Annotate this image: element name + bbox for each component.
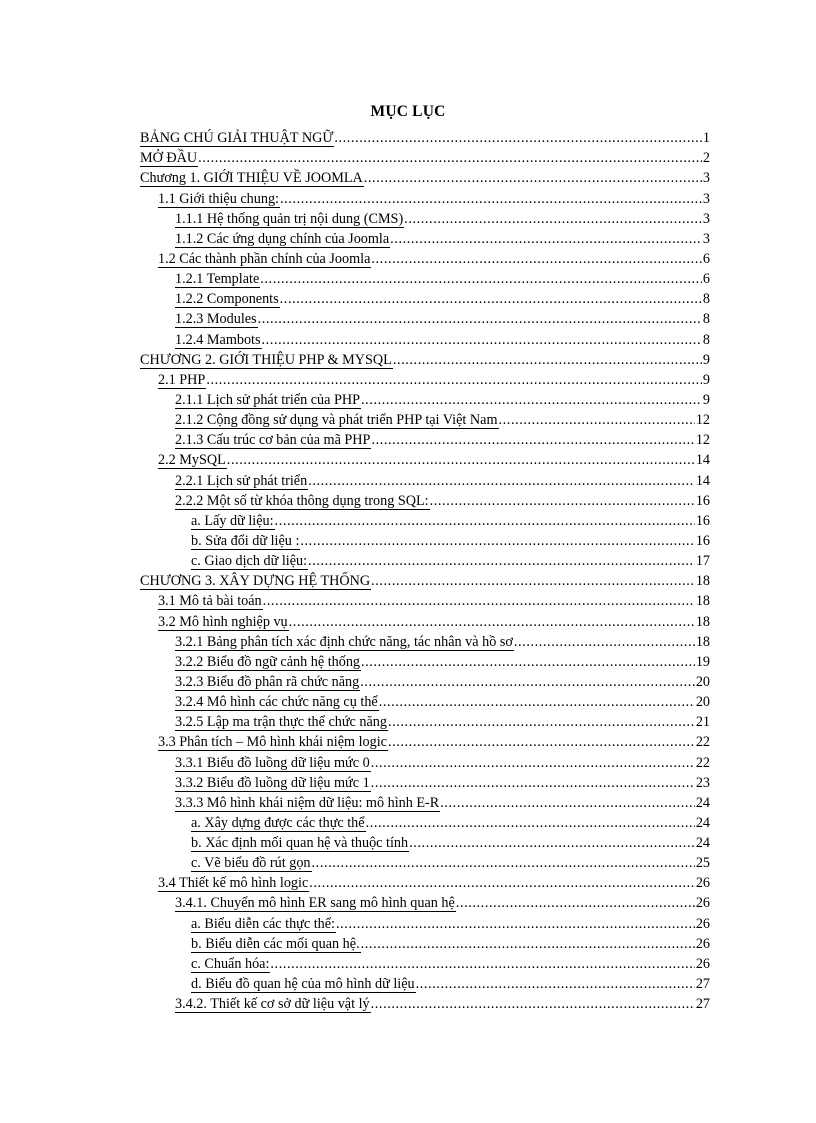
toc-entry-label: CHƯƠNG 3. XÂY DỰNG HỆ THỐNG (140, 573, 371, 590)
toc-entry-page-number: 12 (695, 412, 710, 429)
toc-entry-label: 1.1.2 Các ứng dụng chính của Joomla (175, 230, 390, 247)
toc-dot-leader (409, 834, 695, 852)
toc-entry[interactable] (0, 570, 816, 590)
toc-entry-page-number: 19 (695, 653, 710, 670)
toc-entry-page-number: 26 (695, 935, 710, 952)
toc-entry[interactable] (0, 389, 816, 409)
toc-entry-page-number: 3 (702, 210, 710, 227)
toc-entry-page-number: 14 (695, 472, 710, 489)
toc-entry-label: 3.1 Mô tả bài toán (158, 593, 262, 610)
toc-entry[interactable] (0, 711, 816, 731)
toc-dot-leader (371, 250, 702, 268)
toc-entry-label: 1.2.4 Mambots (175, 331, 261, 348)
toc-entry-label: Chương 1. GIỚI THIỆU VỀ JOOMLA (140, 170, 363, 187)
toc-dot-leader (334, 129, 702, 147)
toc-entry-page-number: 3 (702, 170, 710, 187)
toc-entry-label: CHƯƠNG 2. GIỚI THIỆU PHP & MYSQL (140, 351, 392, 368)
toc-dot-leader (390, 230, 702, 248)
toc-dot-leader (371, 754, 695, 772)
toc-dot-leader (280, 190, 702, 208)
toc-entry-label: 3.2.3 Biểu đồ phân rã chức năng (175, 673, 360, 690)
toc-entry[interactable] (0, 772, 816, 792)
toc-entry[interactable] (0, 288, 816, 308)
toc-dot-leader (430, 492, 695, 510)
toc-entry-page-number: 8 (702, 291, 710, 308)
toc-entry[interactable] (0, 349, 816, 369)
toc-entry-page-number: 16 (695, 532, 710, 549)
toc-dot-leader (206, 371, 702, 389)
toc-entry[interactable] (0, 187, 816, 207)
toc-entry-label: 3.2.4 Mô hình các chức năng cụ thể (175, 694, 378, 711)
toc-dot-leader (360, 673, 695, 691)
toc-entry-page-number: 24 (695, 814, 710, 831)
toc-entry[interactable] (0, 892, 816, 912)
toc-entry-page-number: 3 (702, 230, 710, 247)
toc-entry[interactable] (0, 610, 816, 630)
toc-entry-label: c. Vẽ biểu đồ rút gọn (191, 855, 311, 872)
toc-entry[interactable] (0, 550, 816, 570)
toc-dot-leader (364, 169, 702, 187)
toc-entry-page-number: 3 (702, 190, 710, 207)
toc-entry[interactable] (0, 409, 816, 429)
toc-entry[interactable] (0, 308, 816, 328)
toc-entry-label: 3.3.1 Biểu đồ luồng dữ liệu mức 0 (175, 754, 370, 771)
toc-entry-label: 2.2 MySQL (158, 452, 226, 469)
toc-entry-page-number: 26 (695, 955, 710, 972)
toc-dot-leader (456, 894, 695, 912)
toc-entry[interactable] (0, 792, 816, 812)
toc-entry[interactable] (0, 590, 816, 610)
toc-entry[interactable] (0, 671, 816, 691)
toc-entry-page-number: 2 (702, 150, 710, 167)
toc-dot-leader (366, 814, 695, 832)
toc-entry-page-number: 23 (695, 774, 710, 791)
toc-entry-label: 2.2.1 Lịch sử phát triển (175, 472, 308, 489)
toc-entry-underline (175, 1012, 371, 1013)
toc-entry-label: b. Sửa đổi dữ liệu : (191, 532, 300, 549)
toc-entry-label: 3.2.2 Biểu đồ ngữ cảnh hệ thống (175, 653, 361, 670)
toc-entry-page-number: 26 (695, 895, 710, 912)
toc-dot-leader (371, 774, 695, 792)
toc-entry-page-number: 8 (702, 331, 710, 348)
toc-entry[interactable] (0, 167, 816, 187)
toc-entry-label: 2.1.3 Cấu trúc cơ bản của mã PHP (175, 432, 371, 449)
toc-entry-page-number: 16 (695, 492, 710, 509)
toc-entry[interactable] (0, 872, 816, 892)
toc-entry-label: b. Xác định mối quan hệ và thuộc tính (191, 835, 409, 852)
toc-dot-leader (379, 693, 695, 711)
toc-dot-leader (258, 310, 702, 328)
toc-dot-leader (289, 613, 695, 631)
toc-dot-leader (361, 935, 695, 953)
toc-dot-leader (227, 451, 695, 469)
toc-entry[interactable] (0, 751, 816, 771)
toc-dot-leader (388, 733, 695, 751)
toc-entry[interactable] (0, 953, 816, 973)
toc-entry-label: a. Lấy dữ liệu: (191, 512, 274, 529)
toc-entry-label: 3.2.1 Bảng phân tích xác định chức năng, tác nhân và hồ sơ (175, 633, 513, 650)
toc-entry-label: a. Biểu diễn các thực thể: (191, 915, 335, 932)
toc-dot-leader (308, 552, 695, 570)
toc-dot-leader (260, 270, 702, 288)
toc-entry[interactable] (0, 530, 816, 550)
toc-entry-page-number: 26 (695, 875, 710, 892)
toc-entry-label: 1.2.1 Template (175, 271, 260, 288)
toc-entry-label: 2.2.2 Một số từ khóa thông dụng trong SQL: (175, 492, 429, 509)
toc-entry[interactable] (0, 993, 816, 1013)
toc-entry-page-number: 18 (695, 593, 710, 610)
toc-entry-page-number: 18 (695, 573, 710, 590)
toc-dot-leader (371, 431, 694, 449)
toc-entry-page-number: 26 (695, 915, 710, 932)
toc-entry[interactable] (0, 631, 816, 651)
toc-dot-leader (198, 149, 702, 167)
toc-entry-page-number: 6 (702, 271, 710, 288)
toc-entry-label: d. Biểu đồ quan hệ của mô hình dữ liệu (191, 976, 415, 993)
toc-dot-leader (312, 854, 695, 872)
toc-dot-leader (300, 532, 694, 550)
toc-entry[interactable] (0, 208, 816, 228)
toc-entry[interactable] (0, 912, 816, 932)
toc-entry-page-number: 17 (695, 553, 710, 570)
toc-entry-page-number: 14 (695, 452, 710, 469)
toc-entry[interactable] (0, 469, 816, 489)
toc-entry-label: BẢNG CHÚ GIẢI THUẬT NGỮ (140, 130, 334, 147)
toc-entry[interactable] (0, 248, 816, 268)
toc-entry-label: 3.2.5 Lập ma trận thực thể chức năng (175, 714, 387, 731)
toc-entry-label: 3.4.1. Chuyển mô hình ER sang mô hình quan hệ (175, 895, 455, 912)
toc-entry-page-number: 9 (702, 371, 710, 388)
toc-entry-label: 1.2 Các thành phần chính của Joomla (158, 250, 371, 267)
toc-entry-label: 3.4 Thiết kế mô hình logic (158, 875, 309, 892)
toc-dot-leader (361, 391, 702, 409)
toc-title: MỤC LỤC (370, 103, 446, 120)
toc-dot-leader (270, 955, 694, 973)
toc-entry-label: 3.3 Phân tích – Mô hình khái niệm logic (158, 734, 387, 751)
toc-entry[interactable] (0, 268, 816, 288)
toc-entry-page-number: 22 (695, 734, 710, 751)
toc-entry-label: 2.1 PHP (158, 371, 206, 388)
toc-entry[interactable] (0, 691, 816, 711)
toc-entry[interactable] (0, 731, 816, 751)
toc-entry-page-number: 20 (695, 694, 710, 711)
toc-entry-label: c. Giao dịch dữ liệu: (191, 553, 308, 570)
toc-dot-leader (309, 874, 695, 892)
toc-entry-label: a. Xây dựng được các thực thể (191, 814, 365, 831)
toc-entry-label: 3.4.2. Thiết kế cơ sở dữ liệu vật lý (175, 996, 370, 1013)
toc-entry[interactable] (0, 933, 816, 953)
toc-dot-leader (416, 975, 695, 993)
toc-entry[interactable] (0, 490, 816, 510)
toc-entry-page-number: 8 (702, 311, 710, 328)
toc-entry-page-number: 9 (702, 351, 710, 368)
toc-entry-label: 1.2.3 Modules (175, 311, 257, 328)
toc-entry[interactable] (0, 369, 816, 389)
toc-dot-leader (440, 794, 695, 812)
toc-dot-leader (308, 472, 695, 490)
toc-entry[interactable] (0, 852, 816, 872)
toc-entry-label: 3.3.3 Mô hình khái niệm dữ liệu: mô hình E-R (175, 794, 440, 811)
toc-entry-label: 1.1.1 Hệ thống quản trị nội dung (CMS) (175, 210, 404, 227)
toc-entry[interactable] (0, 228, 816, 248)
toc-entry-label: 2.1.1 Lịch sử phát triển của PHP (175, 391, 361, 408)
toc-entry-label: 3.3.2 Biểu đồ luồng dữ liệu mức 1 (175, 774, 370, 791)
toc-entry-page-number: 18 (695, 613, 710, 630)
toc-entry[interactable] (0, 449, 816, 469)
toc-dot-leader (336, 915, 695, 933)
toc-entry-page-number: 22 (695, 754, 710, 771)
toc-entry-page-number: 16 (695, 512, 710, 529)
table-of-contents (0, 127, 816, 1013)
toc-entry[interactable] (0, 973, 816, 993)
toc-entry[interactable] (0, 127, 816, 147)
toc-entry[interactable] (0, 429, 816, 449)
toc-dot-leader (514, 633, 695, 651)
toc-entry-label: 1.2.2 Components (175, 291, 279, 308)
toc-entry-page-number: 18 (695, 633, 710, 650)
toc-entry-page-number: 25 (695, 855, 710, 872)
toc-dot-leader (280, 290, 702, 308)
toc-dot-leader (275, 512, 695, 530)
toc-entry-page-number: 27 (695, 976, 710, 993)
toc-dot-leader (361, 653, 695, 671)
toc-dot-leader (393, 351, 702, 369)
toc-entry-page-number: 9 (702, 391, 710, 408)
toc-dot-leader (404, 210, 702, 228)
toc-entry[interactable] (0, 147, 816, 167)
toc-entry[interactable] (0, 832, 816, 852)
toc-entry-label: 1.1 Giới thiệu chung: (158, 190, 279, 207)
toc-entry[interactable] (0, 510, 816, 530)
toc-dot-leader (499, 411, 695, 429)
toc-entry-page-number: 27 (695, 996, 710, 1013)
toc-entry-label: 3.2 Mô hình nghiệp vụ (158, 613, 288, 630)
toc-entry-label: 2.1.2 Cộng đồng sử dụng và phát triển PHP tại Việt Nam (175, 412, 498, 429)
toc-entry[interactable] (0, 812, 816, 832)
toc-entry-label: c. Chuẩn hóa: (191, 955, 270, 972)
toc-entry-page-number: 1 (702, 130, 710, 147)
toc-entry-label: MỞ ĐẦU (140, 150, 198, 167)
toc-entry-page-number: 24 (695, 835, 710, 852)
toc-dot-leader (371, 572, 695, 590)
toc-entry-page-number: 20 (695, 673, 710, 690)
toc-entry[interactable] (0, 651, 816, 671)
toc-entry[interactable] (0, 328, 816, 348)
toc-dot-leader (388, 713, 695, 731)
toc-entry-page-number: 12 (695, 432, 710, 449)
toc-entry-page-number: 24 (695, 794, 710, 811)
toc-dot-leader (371, 995, 695, 1013)
toc-dot-leader (262, 331, 702, 349)
toc-entry-label: b. Biểu diễn các mối quan hệ. (191, 935, 360, 952)
toc-dot-leader (263, 592, 695, 610)
toc-entry-page-number: 6 (702, 250, 710, 267)
toc-entry-page-number: 21 (695, 714, 710, 731)
